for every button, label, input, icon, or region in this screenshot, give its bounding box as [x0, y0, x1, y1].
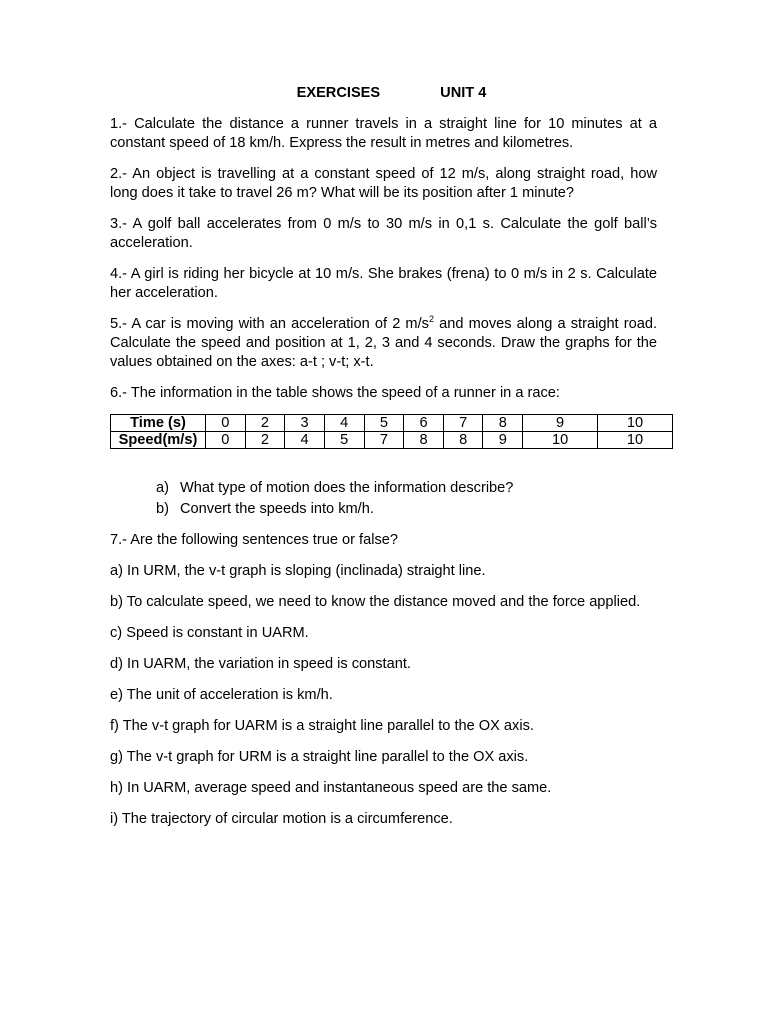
speed-table [110, 414, 673, 449]
table-cell: 5 [324, 432, 364, 449]
table-row-speed [111, 432, 673, 449]
exercise-5-start: 5.- A car is moving with an acceleration of 2 m/s [110, 316, 429, 332]
table-cell: 4 [324, 415, 364, 432]
exercise-7-intro: 7.- Are the following sentences true or false? [110, 532, 398, 548]
table-cell: 2 [245, 415, 285, 432]
table-cell: 8 [443, 432, 483, 449]
exercise-3: 3.- A golf ball accelerates from 0 m/s to 30 m/s in 0,1 s. Calculate the golf ball’s acceleration. [110, 216, 657, 251]
list-item [156, 500, 657, 519]
table-cell: 0 [206, 432, 246, 449]
table-cell: 8 [404, 432, 444, 449]
table-cell: 10 [598, 432, 673, 449]
statement-i: i) The trajectory of circular motion is a circumference. [110, 811, 453, 827]
question-letter: b) [156, 501, 169, 517]
table-cell: 8 [483, 415, 523, 432]
title-unit: UNIT 4 [440, 85, 487, 101]
document-page [110, 84, 657, 841]
table-cell: 10 [523, 432, 598, 449]
table-header-time: Time (s) [111, 415, 206, 432]
exercise-5-end: and moves along a straight road. Calculate the speed and position at 1, 2, 3 and 4 seconds. Draw the graphs for the values obtained on the axes: a-t ; v-t; x-t. [110, 316, 658, 370]
exercise-1: 1.- Calculate the distance a runner travels in a straight line for 10 minutes at a constant speed of 18 km/h. Express the result in metres and kilometres. [110, 116, 657, 151]
title-exercises: EXERCISES [296, 85, 381, 101]
statement-c: c) Speed is constant in UARM. [110, 625, 309, 641]
table-row-time [111, 415, 673, 432]
table-cell: 5 [364, 415, 404, 432]
exercise-6-questions [110, 479, 657, 519]
table-cell: 0 [206, 415, 246, 432]
exercise-5 [110, 315, 657, 372]
exercise-4: 4.- A girl is riding her bicycle at 10 m/s. She brakes (frena) to 0 m/s in 2 s. Calculate her acceleration. [110, 266, 657, 301]
list-item [156, 479, 657, 498]
table-cell: 9 [483, 432, 523, 449]
table-cell: 2 [245, 432, 285, 449]
table-cell: 7 [443, 415, 483, 432]
table-cell: 4 [285, 432, 325, 449]
table-cell: 9 [523, 415, 598, 432]
table-cell: 6 [404, 415, 444, 432]
exercise-2: 2.- An object is travelling at a constant speed of 12 m/s, along straight road, how long does it take to travel 26 m? What will be its position after 1 minute? [110, 166, 657, 201]
question-text: Convert the speeds into km/h. [180, 501, 374, 517]
table-cell: 10 [598, 415, 673, 432]
statement-f: f) The v-t graph for UARM is a straight line parallel to the OX axis. [110, 718, 534, 734]
statement-a: a) In URM, the v-t graph is sloping (inclinada) straight line. [110, 563, 486, 579]
statement-d: d) In UARM, the variation in speed is constant. [110, 656, 411, 672]
statement-b: b) To calculate speed, we need to know the distance moved and the force applied. [110, 594, 641, 610]
exercise-6-intro: 6.- The information in the table shows the speed of a runner in a race: [110, 385, 560, 401]
statement-e: e) The unit of acceleration is km/h. [110, 687, 333, 703]
question-text: What type of motion does the information describe? [180, 480, 514, 496]
question-letter: a) [156, 480, 169, 496]
table-cell: 7 [364, 432, 404, 449]
table-cell: 3 [285, 415, 325, 432]
table-header-speed: Speed(m/s) [111, 432, 206, 449]
statement-h: h) In UARM, average speed and instantaneous speed are the same. [110, 780, 552, 796]
document-title [110, 84, 657, 103]
statement-g: g) The v-t graph for URM is a straight line parallel to the OX axis. [110, 749, 529, 765]
exercise-5-superscript: 2 [428, 314, 434, 324]
